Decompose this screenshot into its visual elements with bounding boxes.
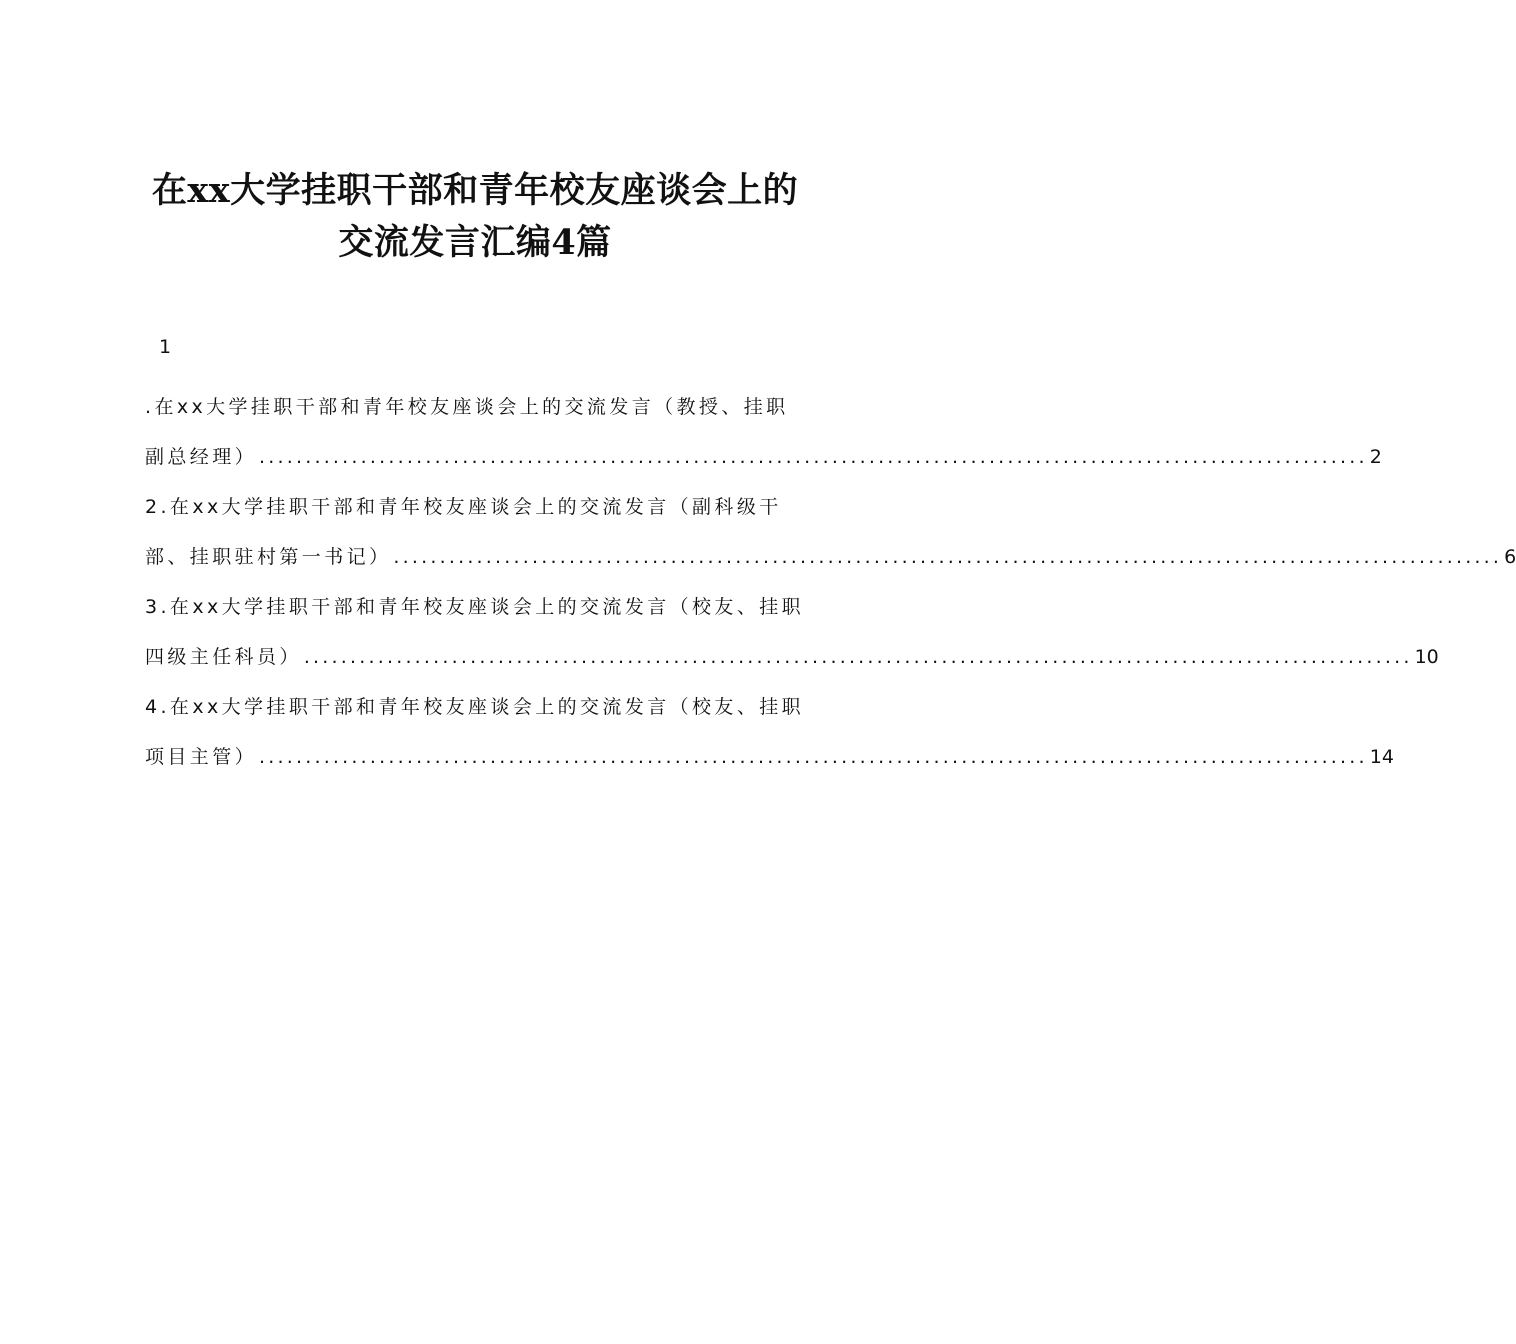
toc-entry-continuation-row [145,732,1394,782]
toc-dot-leader: ........................................................................................................................ [393,546,1503,568]
toc-dot-leader: ........................................................................................................................ [303,646,1413,668]
toc-page-number: 2 [1369,446,1382,468]
toc-entry-continuation-row [145,632,1439,682]
toc-entry-text: .在xx大学挂职干部和青年校友座谈会上的交流发言（教授、挂职 [145,396,789,418]
title-line-1: 在xx大学挂职干部和青年校友座谈会上的 [151,170,799,211]
toc-entry-continuation-row [145,432,1382,482]
toc-entry-text: 2.在xx大学挂职干部和青年校友座谈会上的交流发言（副科级干 [145,496,782,518]
toc-entry-text-continued: 项目主管） [145,746,258,768]
title-line-2: 交流发言汇编4篇 [338,222,612,263]
toc-entry-text-continued: 副总经理） [145,446,258,468]
toc-entry-text: 4.在xx大学挂职干部和青年校友座谈会上的交流发言（校友、挂职 [145,696,805,718]
document-title [100,165,850,269]
toc-entry-text-continued: 四级主任科员） [145,646,302,668]
toc-entry-continuation-row [145,532,1516,582]
toc-page-number: 6 [1504,546,1516,568]
toc-dot-leader: ........................................................................................................................ [259,746,1368,768]
toc-entry-text-continued: 部、挂职驻村第一书记） [145,546,392,568]
toc-entry-1[interactable] [145,382,1382,482]
toc-entry-3[interactable] [145,582,1439,682]
toc-entry-text: 3.在xx大学挂职干部和青年校友座谈会上的交流发言（校友、挂职 [145,596,805,618]
toc-entry-2[interactable] [145,482,1516,582]
toc-dot-leader: ........................................................................................................................ [259,446,1368,468]
toc-page-number: 14 [1369,746,1394,768]
table-of-contents [145,332,1516,782]
toc-page-number: 10 [1414,646,1439,668]
toc-lead-number: 1 [159,336,172,358]
toc-entry-4[interactable] [145,682,1394,782]
